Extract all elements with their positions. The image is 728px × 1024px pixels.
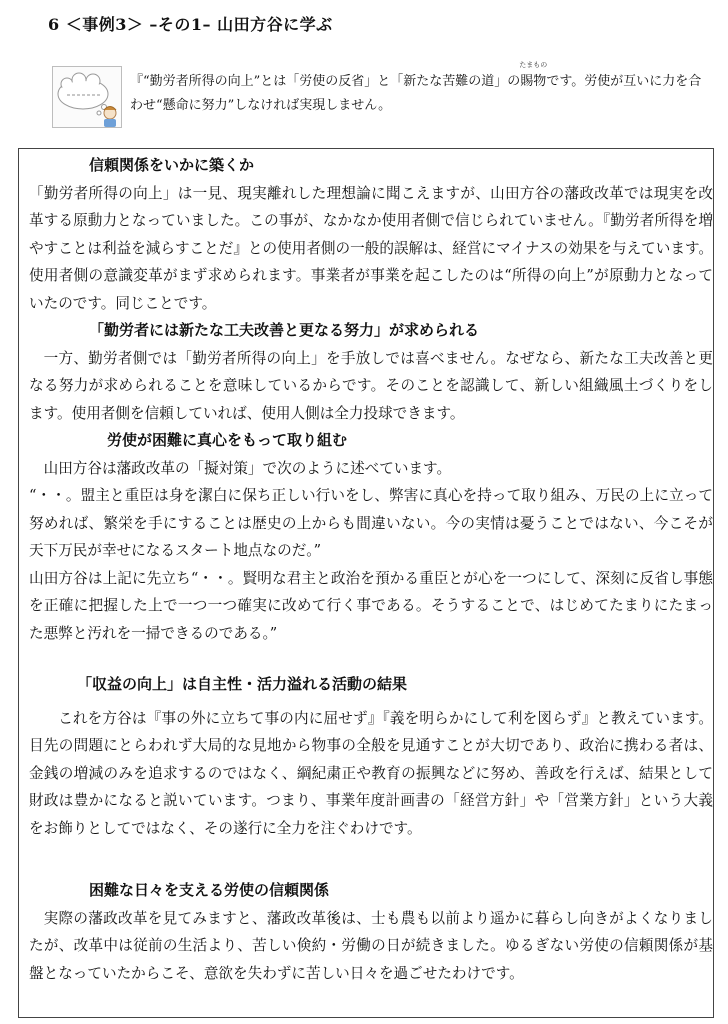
section-paragraph: “・・。盟主と重臣は身を潔白に保ち正しい行いをし、弊害に真心を持って取り組み、万民の上に立って努めれば、繁栄を手にすることは歴史の上からも間違いない。今の実情は憂うことではない、今こそが天下万民が幸せになるスタート地点なのだ。” — [29, 487, 713, 559]
ruby-reading: たまもの — [519, 61, 548, 69]
section-paragraph: 山田方谷は藩政改革の「擬対策」で次のように述べています。 — [43, 459, 452, 477]
page-title: 6 ＜事例3＞ –その1– 山田方谷に学ぶ — [48, 15, 333, 34]
intro-note — [52, 61, 712, 130]
thinking-person-icon — [52, 66, 122, 128]
section-paragraph: 一方、勤労者側では「勤労者所得の向上」を手放しでは喜べません。なぜなら、新たな工夫改善と更なる努力が求められることを意味しているからです。そのことを認識して、新しい組織風土づくりをします。使用者側を信頼していれば、使用人側は全力投球できます。 — [29, 349, 713, 422]
section-paragraph: これを方谷は『事の外に立ちて事の内に屈せず』『義を明らかにして利を図らず』と教えています。目先の問題にとらわれず大局的な見地から物事の全般を見通すことが大切であり、政治に携わる者は、金銭の増減のみを追求するのではなく、綱紀粛正や教育の振興などに努め、善政を行えば、結果として財政は豊かになると説いています。つまり、事業年度計画書の「経営方針」や「営業方針」という大義をお飾りとしてではなく、その遂行に全力を注ぐわけです。 — [29, 709, 713, 837]
content-box — [18, 148, 714, 1018]
section-sincerity — [29, 427, 713, 647]
section-heading: 「勤労者には新たな工夫改善と更なる努力」が求められる — [89, 321, 480, 339]
section-heading: 労使が困難に真心をもって取り組む — [107, 431, 348, 449]
section-hardship — [29, 877, 713, 987]
ruby-base: 賜物 — [520, 74, 547, 89]
section-paragraph: 山田方谷は上記に先立ち“・・。賢明な君主と政治を預かる重臣とが心を一つにして、深刻に反省し事態を正確に把握した上で一つ一つ確実に改めて行く事である。そうすることで、はじめてたまりにたまった悪弊と汚れを一掃できるのである。” — [29, 569, 713, 642]
intro-text-part: 『“勤労者所得の向上”とは「労使の反省」と「新たな苦難の道」の — [130, 74, 521, 89]
intro-text — [130, 61, 710, 118]
section-heading: 「収益の向上」は自主性・活力溢れる活動の結果 — [77, 675, 408, 693]
section-effort — [29, 317, 713, 427]
section-paragraph: 実際の藩政改革を見てみますと、藩政改革後は、士も農も以前より遥かに暮らし向きがよくなりましたが、改革中は従前の生活より、苦しい倹約・労働の日が続きました。ゆるぎない労使の信頼関係が基盤となっていたからこそ、意欲を失わずに苦しい日々を過ごせたわけです。 — [29, 909, 713, 982]
section-heading: 信頼関係をいかに築くか — [89, 156, 255, 174]
ruby-word — [519, 61, 548, 94]
section-paragraph: 「勤労者所得の向上」は一見、現実離れした理想論に聞こえますが、山田方谷の藩政改革では現実を改革する原動力となっていました。この事が、なかなか使用者側で信じられていません。『勤労者所得を増やすことは利益を減らすことだ』との使用者側の一般的誤解は、経営にマイナスの効果を与えています。使用者側の意識変革がまず求められます。事業者が事業を起こしたのは“所得の向上”が原動力となっていたのです。同じことです。 — [29, 184, 713, 312]
intro-text-part: です。労使が互いに力を合わせ“懸命に努力”しなければ実現しません。 — [130, 74, 702, 113]
section-trust — [29, 152, 713, 317]
section-heading: 困難な日々を支える労使の信頼関係 — [89, 881, 330, 899]
section-revenue — [29, 671, 713, 842]
